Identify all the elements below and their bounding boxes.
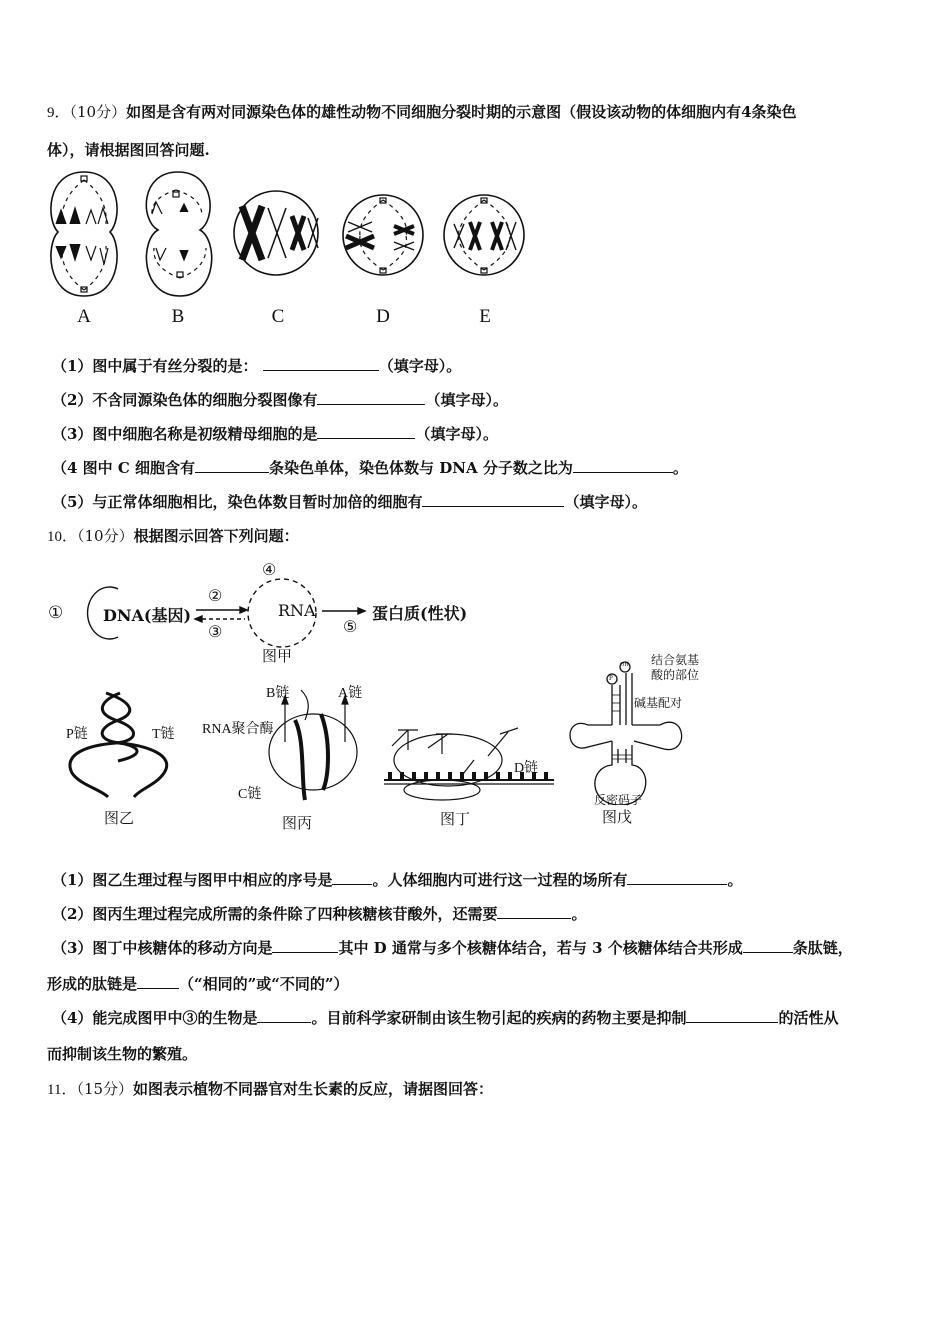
q10-sub4-line1	[52, 1008, 838, 1028]
q11-stem-text: 如图表示植物不同器官对生长素的反应，请据图回答：	[133, 1080, 494, 1098]
q9-sub3-text: （3）图中细胞名称是初级精母细胞的是	[52, 425, 318, 443]
q9-sub3-suffix: （填字母）。	[415, 425, 498, 443]
q10-sub1-text: （1）图乙生理过程与图甲中相应的序号是	[52, 871, 333, 889]
q9-sub1	[52, 356, 461, 376]
trna-oh-label: OH	[620, 662, 629, 668]
q10-sub3-line2-suffix: （“相同的”或“不同的”）	[179, 975, 349, 993]
q10-points: （10分）	[77, 527, 134, 545]
figure-label-b: B	[171, 306, 185, 327]
q10-sub2-answer-blank[interactable]	[497, 904, 571, 919]
q11-points: （15分）	[76, 1080, 134, 1098]
anticodon-label: 反密码子	[594, 793, 643, 807]
q10-sub1	[52, 870, 742, 890]
q10-sub1-answer-blank-2[interactable]	[627, 870, 727, 885]
q10-sub3-answer-blank-3[interactable]	[137, 974, 179, 989]
q9-sub3-answer-blank[interactable]	[317, 424, 415, 439]
q10-stem-text: 根据图示回答下列问题：	[133, 527, 299, 545]
q9-sub5	[52, 492, 647, 512]
q9-sub3	[52, 424, 498, 444]
q10-sub4-line2-text: 而抑制该生物的繁殖。	[47, 1045, 198, 1063]
q9-number: 9．	[47, 105, 70, 121]
p-chain-label: P链	[66, 727, 88, 742]
q9-stem-line1	[47, 102, 797, 123]
q10-number: 10．	[47, 529, 78, 545]
q11-stem	[47, 1079, 493, 1100]
q10-sub1-middle: 。人体细胞内可进行这一过程的场所有	[372, 871, 628, 889]
figure-label-c: C	[271, 306, 285, 327]
q9-stem-line2	[47, 140, 210, 160]
q9-sub5-answer-blank[interactable]	[422, 492, 564, 507]
q9-sub4-answer-blank-2[interactable]	[573, 458, 673, 473]
amino-acid-site-label-1: 结合氨基	[651, 653, 700, 667]
central-dogma-rna: RNA	[278, 601, 316, 620]
d-chain-label: D链	[514, 761, 539, 776]
t-chain-label: T链	[152, 727, 175, 742]
q9-sub1-answer-blank[interactable]	[263, 356, 379, 371]
central-dogma-step-1: ①	[48, 603, 64, 623]
q10-sub2-suffix: 。	[571, 905, 587, 923]
figure-caption-wu: 图戊	[602, 808, 633, 826]
q10-sub3-middle: 其中 D 通常与多个核糖体结合，若与 3 个核糖体结合共形成	[338, 939, 743, 957]
figure-caption-ding: 图丁	[440, 810, 471, 828]
figure-label-a: A	[77, 306, 91, 327]
q9-sub2-text: （2）不含同源染色体的细胞分裂图像有	[52, 391, 318, 409]
figure-label-d: D	[376, 306, 390, 327]
central-dogma-step-5: ⑤	[343, 617, 358, 636]
q9-sub4-answer-blank-1[interactable]	[195, 458, 269, 473]
figure-caption-yi: 图乙	[104, 809, 135, 827]
q9-sub5-suffix: （填字母）。	[564, 493, 647, 511]
figure-label-e: E	[479, 306, 491, 327]
q9-stem-text2: 体），请根据图回答问题.	[47, 141, 210, 159]
q9-stem-text1: 如图是含有两对同源染色体的雄性动物不同细胞分裂时期的示意图（假设该动物的体细胞内有4条染色	[126, 103, 797, 121]
q11-number: 11．	[47, 1082, 77, 1098]
q10-sub3-answer-blank-1[interactable]	[272, 938, 338, 953]
q9-points: （10分）	[69, 103, 127, 121]
central-dogma-step-3: ③	[208, 622, 223, 641]
q10-sub4-answer-blank-2[interactable]	[686, 1008, 778, 1023]
q9-sub5-text: （5）与正常体细胞相比，染色体数目暂时加倍的细胞有	[52, 493, 423, 511]
q9-sub2	[52, 390, 508, 410]
q10-sub3-line2-text: 形成的肽链是	[47, 975, 138, 993]
q10-sub4-text: （4）能完成图甲中③的生物是	[52, 1009, 258, 1027]
cell-division-figure	[40, 168, 530, 303]
a-chain-label: A链	[338, 686, 363, 701]
trna-p-label: P	[609, 674, 613, 682]
q9-sub2-suffix: （填字母）。	[425, 391, 508, 409]
base-pairing-label: 碱基配对	[634, 696, 683, 710]
q10-sub1-answer-blank-1[interactable]	[332, 870, 372, 885]
central-dogma-protein: 蛋白质(性状)	[372, 604, 468, 623]
q10-sub3-line2	[47, 974, 349, 994]
figure-caption-bing: 图丙	[282, 814, 313, 832]
q9-sub2-answer-blank[interactable]	[317, 390, 425, 405]
q10-sub3-answer-blank-2[interactable]	[743, 938, 793, 953]
q9-sub4-suffix: 。	[672, 459, 688, 477]
figure-caption-jia: 图甲	[262, 647, 293, 665]
rna-polymerase-label: RNA聚合酶	[202, 722, 274, 737]
q9-sub1-text: （1）图中属于有丝分裂的是：	[52, 357, 258, 375]
q10-sub4-answer-blank-1[interactable]	[257, 1008, 311, 1023]
amino-acid-site-label-2: 酸的部位	[651, 668, 700, 682]
q10-sub4-line2	[47, 1044, 197, 1064]
q10-sub2	[52, 904, 586, 924]
q9-sub4-middle: 条染色单体，染色体数与 DNA 分子数之比为	[269, 459, 573, 477]
q9-sub1-suffix: （填字母）。	[378, 357, 462, 375]
b-chain-label: B链	[266, 686, 290, 701]
q10-sub3-line1	[52, 938, 853, 958]
central-dogma-dna: DNA(基因)	[103, 606, 192, 625]
q10-sub3-text: （3）图丁中核糖体的移动方向是	[52, 939, 273, 957]
dna-replication-diagram	[60, 685, 190, 805]
q10-sub3-suffix: 条肽链，	[792, 939, 853, 957]
central-dogma-step-4: ④	[262, 560, 277, 579]
central-dogma-step-2: ②	[208, 586, 223, 605]
q9-sub4	[52, 458, 688, 478]
q10-sub4-middle: 。目前科学家研制由该生物引起的疾病的药物主要是抑制	[311, 1009, 687, 1027]
q10-sub1-suffix: 。	[727, 871, 743, 889]
q10-stem	[47, 526, 299, 547]
c-chain-label: C链	[238, 787, 262, 802]
q10-sub4-suffix: 的活性从	[778, 1009, 839, 1027]
q9-sub4-text: （4 图中 C 细胞含有	[52, 459, 196, 477]
q10-sub2-text: （2）图丙生理过程完成所需的条件除了四种核糖核苷酸外，还需要	[52, 905, 498, 923]
